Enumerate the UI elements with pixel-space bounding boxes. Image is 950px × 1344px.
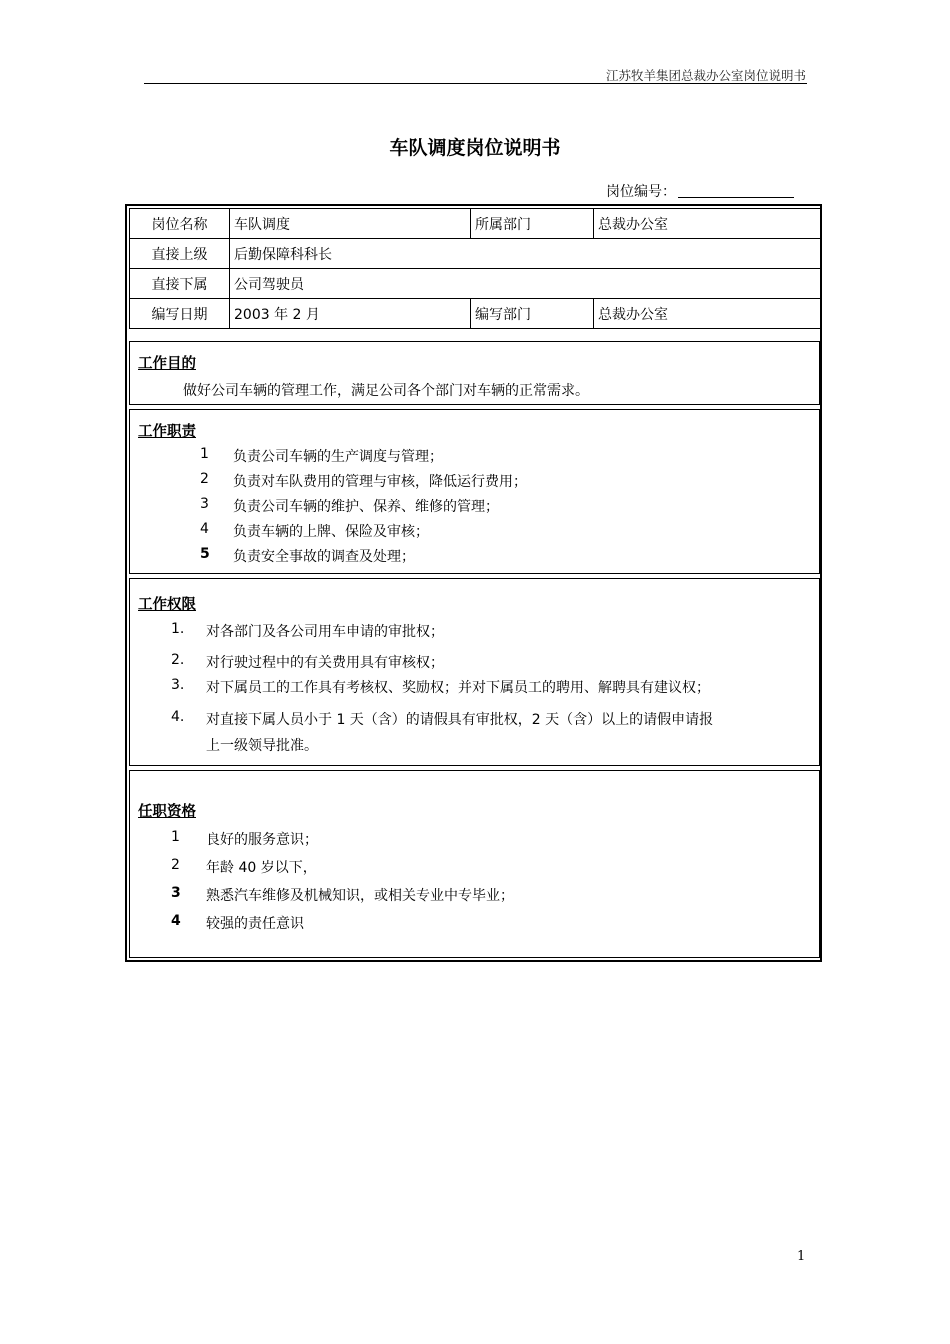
authority-text: 对各部门及各公司用车申请的审批权； xyxy=(206,624,444,640)
job-number-label: 岗位编号： xyxy=(606,184,676,200)
authority-text: 对行驶过程中的有关费用具有审核权； xyxy=(206,655,444,671)
authority-text-continued: 上一级领导批准。 xyxy=(206,738,318,754)
purpose-text: 做好公司车辆的管理工作，满足公司各个部门对车辆的正常需求。 xyxy=(183,383,589,399)
qualification-number: 3 xyxy=(171,885,181,901)
running-header: 江苏牧羊集团总裁办公室岗位说明书 xyxy=(605,68,806,83)
header-rule xyxy=(144,83,807,84)
superior-value: 后勤保障科科长 xyxy=(230,239,821,269)
table-row xyxy=(130,299,821,329)
authority-section xyxy=(129,578,820,766)
duty-text: 负责安全事故的调查及处理； xyxy=(233,549,415,565)
table-row xyxy=(130,269,821,299)
authority-title: 工作权限 xyxy=(138,597,196,613)
authority-text: 对下属员工的工作具有考核权、奖励权；并对下属员工的聘用、解聘具有建议权； xyxy=(206,680,710,696)
table-row xyxy=(130,239,821,269)
duty-number: 4 xyxy=(200,521,209,537)
department-label: 所属部门 xyxy=(471,209,594,239)
position-name-value: 车队调度 xyxy=(230,209,471,239)
duties-title: 工作职责 xyxy=(138,424,196,440)
subordinate-value: 公司驾驶员 xyxy=(230,269,821,299)
qualification-text: 熟悉汽车维修及机械知识，或相关专业中专毕业； xyxy=(206,888,514,904)
job-number-blank xyxy=(678,196,794,198)
authority-number: 2. xyxy=(171,652,185,668)
qualification-number: 4 xyxy=(171,913,181,929)
qualifications-title: 任职资格 xyxy=(138,804,196,820)
duty-text: 负责车辆的上牌、保险及审核； xyxy=(233,524,429,540)
job-number-field xyxy=(606,181,794,201)
superior-label: 直接上级 xyxy=(130,239,230,269)
authority-number: 3. xyxy=(171,677,185,693)
duty-number: 1 xyxy=(200,446,209,462)
date-value: 2003 年 2 月 xyxy=(230,299,471,329)
duty-number: 2 xyxy=(200,471,209,487)
qualification-number: 2 xyxy=(171,857,180,873)
duty-number: 3 xyxy=(200,496,209,512)
subordinate-label: 直接下属 xyxy=(130,269,230,299)
document-title: 车队调度岗位说明书 xyxy=(389,137,561,159)
table-row xyxy=(130,209,821,239)
duty-text: 负责公司车辆的维护、保养、维修的管理； xyxy=(233,499,499,515)
authority-text: 对直接下属人员小于 1 天（含）的请假具有审批权，2 天（含）以上的请假申请报 xyxy=(206,712,714,728)
duty-number: 5 xyxy=(200,546,210,562)
qualifications-section xyxy=(129,770,820,958)
info-table xyxy=(129,208,821,329)
page-number: 1 xyxy=(797,1249,806,1264)
qualification-number: 1 xyxy=(171,829,180,845)
qualification-text: 较强的责任意识 xyxy=(206,916,304,932)
author-dept-label: 编写部门 xyxy=(471,299,594,329)
position-name-label: 岗位名称 xyxy=(130,209,230,239)
duty-text: 负责公司车辆的生产调度与管理； xyxy=(233,449,443,465)
authority-number: 1. xyxy=(171,621,185,637)
purpose-section xyxy=(129,341,820,405)
qualification-text: 良好的服务意识； xyxy=(206,832,318,848)
authority-number: 4. xyxy=(171,709,185,725)
author-dept-value: 总裁办公室 xyxy=(594,299,821,329)
department-value: 总裁办公室 xyxy=(594,209,821,239)
purpose-title: 工作目的 xyxy=(138,356,196,372)
duty-text: 负责对车队费用的管理与审核，降低运行费用； xyxy=(233,474,527,490)
date-label: 编写日期 xyxy=(130,299,230,329)
qualification-text: 年龄 40 岁以下， xyxy=(206,860,317,876)
duties-section xyxy=(129,409,820,574)
